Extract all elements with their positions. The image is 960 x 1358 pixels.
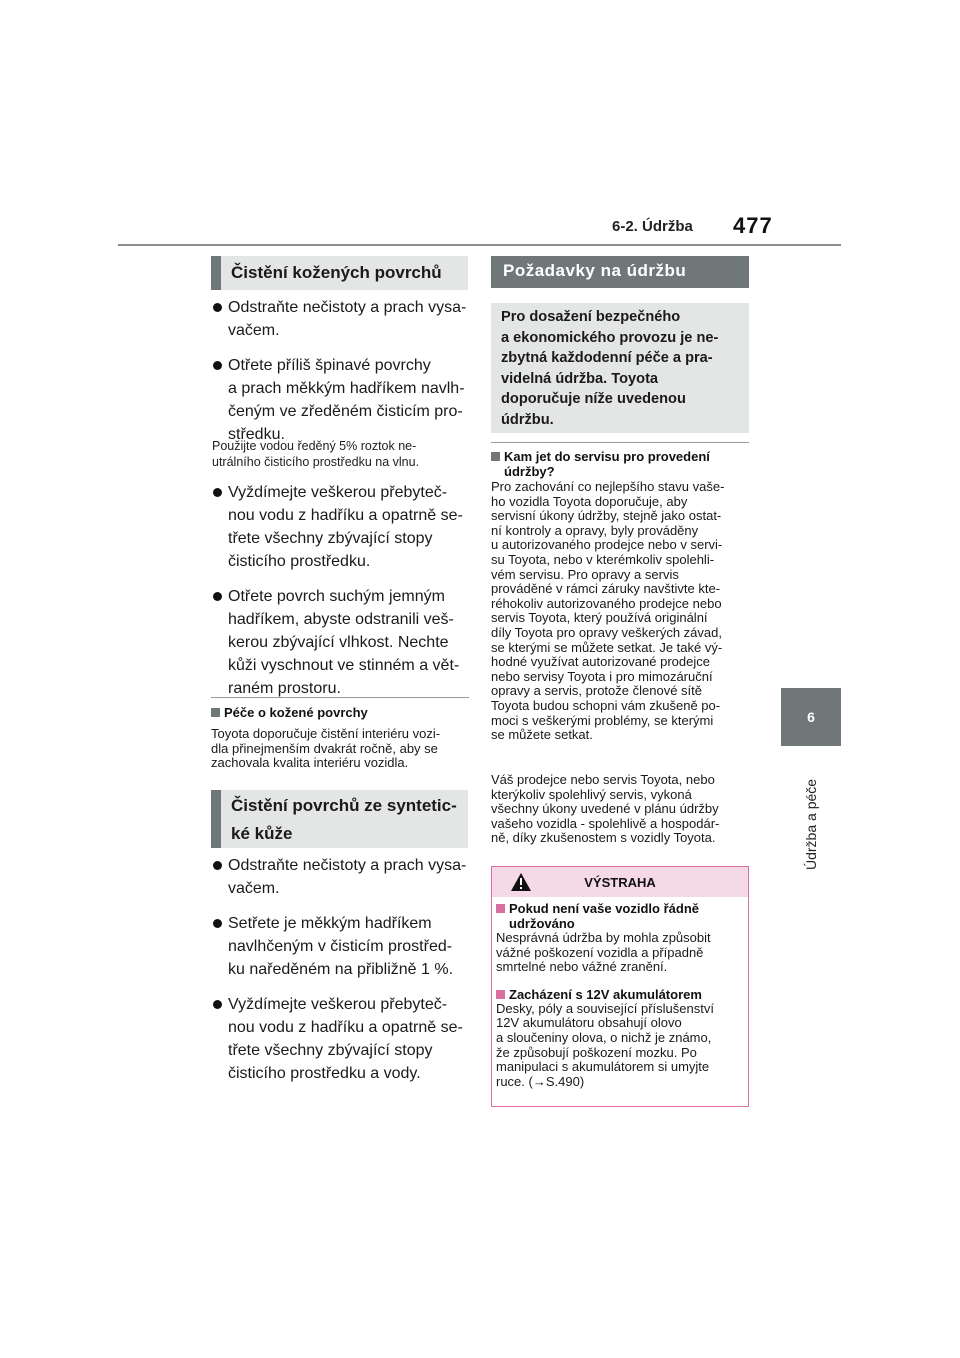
text-line: díly Toyota pro opravy veškerých závad,: [491, 624, 722, 640]
text-line: a ekonomického provozu je ne-: [501, 329, 719, 346]
text-line: čeným ve zředěném čisticím pro-: [228, 403, 463, 420]
warning-title: VÝSTRAHA: [584, 874, 656, 890]
text-line: nou vodu z hadříku a opatrně se-: [228, 1019, 463, 1036]
text-line: u autorizovaného prodejce nebo v servi-: [491, 537, 723, 553]
care-title: [211, 705, 469, 720]
warning-item-1-title: [496, 901, 744, 931]
text-line: Desky, póly a související příslušenství: [496, 1000, 714, 1016]
text-line: opravy a servis, protože členové sítě: [491, 683, 702, 699]
square-bullet-icon: [491, 452, 500, 461]
text-line: a sloučeniny olova, o nichž je známo,: [496, 1029, 712, 1045]
text-line: réhokoliv autorizovaného prodejce nebo: [491, 595, 722, 611]
text-line: kterýkoliv spolehlivý servis, vykoná: [491, 786, 692, 802]
text-line: všechny úkony uvedené v plánu údržby: [491, 801, 719, 817]
text-line: třete všechny zbývající stopy: [228, 1042, 433, 1059]
bullet-icon: [212, 296, 228, 342]
text-line: Otřete příliš špinavé povrchy: [228, 357, 431, 374]
text-line: vačem.: [228, 880, 280, 897]
text-line: Kam jet do servisu pro provedení: [504, 449, 710, 464]
where-title: [491, 449, 753, 479]
text-line: se můžete setkat.: [491, 727, 593, 743]
warning-item-2-text: [496, 1002, 744, 1090]
text-line: Pro zachování co nejlepšího stavu vaše-: [491, 479, 725, 494]
text-line: Váš prodejce nebo servis Toyota, nebo: [491, 772, 715, 787]
chapter-label: [782, 760, 842, 870]
text-line: raném prostoru.: [228, 680, 341, 697]
text-line: moci s veškerými problémy, se kterými: [491, 712, 714, 728]
text-line: Toyota budou schopni vám zkušeně po-: [491, 697, 721, 713]
text-line: Vyždímejte veškerou přebyteč-: [228, 996, 448, 1013]
list-item: [212, 296, 474, 342]
chapter-tab: [781, 688, 841, 746]
text-line: hodné využívat autorizované prodejce: [491, 654, 710, 670]
where-text: [491, 480, 757, 743]
synthetic-bullets: [212, 854, 474, 1085]
text-line: utrálního čisticího prostředku na vlnu.: [212, 455, 420, 469]
warning-item-1-text: [496, 931, 744, 975]
text-line: Nesprávná údržba by mohla způsobit: [496, 930, 711, 945]
text-line: ní kontroly a opravy, byly prováděny: [491, 522, 699, 538]
text-line: doporučuje níže uvedenou: [501, 391, 686, 407]
text-line: se kterými se můžete setkat. Je také vý-: [491, 639, 723, 655]
text-line: nebo servisy Toyota i pro mimozáruční: [491, 668, 713, 684]
square-bullet-icon: [496, 990, 505, 999]
bullet-icon: [212, 585, 228, 700]
text-line: navlhčeným v čisticím prostřed-: [228, 938, 453, 955]
text-line: su Toyota, nebo v kterémkoliv spolehli-: [491, 551, 715, 567]
text-line: že způsobují poškození mozku. Po: [496, 1044, 697, 1060]
text-line: vážné poškození vozidla a případně: [496, 944, 704, 960]
list-item: [212, 354, 474, 446]
text-line: videlná údržba. Toyota: [501, 370, 659, 387]
text-line: zbytná každodenní péče a pra-: [501, 350, 713, 366]
list-item: [212, 854, 474, 900]
text-line: servisní úkony údržby, stejně jako ostat-: [491, 508, 722, 524]
warning-triangle-icon: [510, 872, 532, 892]
square-bullet-icon: [211, 708, 220, 717]
text-line: údržby?: [504, 464, 555, 479]
list-item: [212, 912, 474, 981]
square-bullet-icon: [496, 904, 505, 913]
text-line: udržováno: [509, 916, 575, 931]
text-line: Toyota doporučuje čistění interiéru vozi-: [211, 726, 441, 741]
text-line: čisticího prostředku a vody.: [228, 1065, 421, 1082]
text-line: čisticího prostředku.: [228, 553, 371, 570]
list-item: [212, 585, 474, 700]
text-line: Setřete je měkkým hadříkem: [228, 915, 432, 932]
leather-bullets: [212, 296, 474, 446]
warning-item-2-title: [496, 987, 744, 1002]
text-line: dla přinejmenším dvakrát ročně, aby se: [211, 740, 438, 756]
leather-heading: Čistění kožených povrchů: [211, 256, 468, 290]
maintenance-intro: [491, 303, 749, 433]
leather-bullets-2: [212, 481, 474, 700]
heading-line: ké kůže: [231, 824, 293, 843]
divider: [211, 697, 469, 698]
text-line: smrtelné nebo vážné zranění.: [496, 959, 668, 975]
text-line: středku.: [228, 426, 285, 443]
text-line: ně, díky zkušenostem s vozidly Toyota.: [491, 830, 716, 846]
chapter-number: 6: [807, 709, 815, 725]
care-text: [211, 727, 473, 771]
text-line: prováděné v rámci záruky navštivte kte-: [491, 581, 721, 597]
text-line: zachovala kvalita interiéru vozidla.: [211, 755, 409, 771]
text-line: servis Toyota, který používá originální: [491, 610, 708, 626]
bullet-icon: [212, 481, 228, 573]
bullet-icon: [212, 854, 228, 900]
divider: [491, 442, 749, 443]
bullet-icon: [212, 912, 228, 981]
text-line: Odstraňte nečistoty a prach vysa-: [228, 299, 467, 316]
text-line: Pokud není vaše vozidlo řádně: [509, 901, 699, 916]
text-line: Použijte vodou ředěný 5% roztok ne-: [212, 439, 417, 453]
list-item: [212, 993, 474, 1085]
text-line: Vyždímejte veškerou přebyteč-: [228, 484, 448, 501]
bullet-icon: [212, 993, 228, 1085]
warning-box: [491, 866, 749, 1107]
chapter-title: Údržba a péče: [803, 778, 819, 870]
care-title-text: Péče o kožené povrchy: [224, 705, 368, 720]
text-line: kůži vyschnout ve stinném a vět-: [228, 657, 460, 674]
text-line: ho vozidla Toyota doporučuje, aby: [491, 493, 688, 509]
bullet-icon: [212, 354, 228, 446]
text-line: kerou zbývající vlhkost. Nechte: [228, 634, 449, 651]
list-item: [212, 481, 474, 573]
text-line: vačem.: [228, 322, 280, 339]
leather-note: [212, 438, 474, 470]
warning-header: [492, 867, 748, 897]
text-line: vašeho vozidla - spolehlivě a hospodár-: [491, 815, 720, 831]
text-line: Otřete povrch suchým jemným: [228, 588, 445, 605]
text-line: a prach měkkým hadříkem navlh-: [228, 380, 465, 397]
text-line: manipulaci s akumulátorem si umyjte: [496, 1059, 710, 1075]
page-number: 477: [733, 213, 773, 238]
text-line: ku naředěném na přibližně 1 %.: [228, 961, 454, 978]
text-line: vém servisu. Pro opravy a servis: [491, 566, 679, 582]
text-line: 12V akumulátoru obsahují olovo: [496, 1015, 682, 1031]
text-line: nou vodu z hadříku a opatrně se-: [228, 507, 463, 524]
text-line: ruce. (→S.490): [496, 1073, 585, 1089]
text-line: třete všechny zbývající stopy: [228, 530, 433, 547]
text-line: Pro dosažení bezpečného: [501, 309, 681, 325]
maintenance-heading: Požadavky na údržbu: [491, 256, 749, 288]
synthetic-heading: [211, 790, 468, 848]
text-line: hadříkem, abyste odstranili veš-: [228, 611, 454, 628]
text-line: Odstraňte nečistoty a prach vysa-: [228, 857, 467, 874]
text-line: údržbu.: [501, 411, 554, 428]
section-title: 6-2. Údržba: [612, 218, 693, 235]
text-line: Zacházení s 12V akumulátorem: [509, 986, 702, 1002]
header-divider: [118, 244, 841, 246]
where-text-2: [491, 773, 757, 846]
heading-line: Čistění povrchů ze syntetic-: [231, 796, 457, 815]
